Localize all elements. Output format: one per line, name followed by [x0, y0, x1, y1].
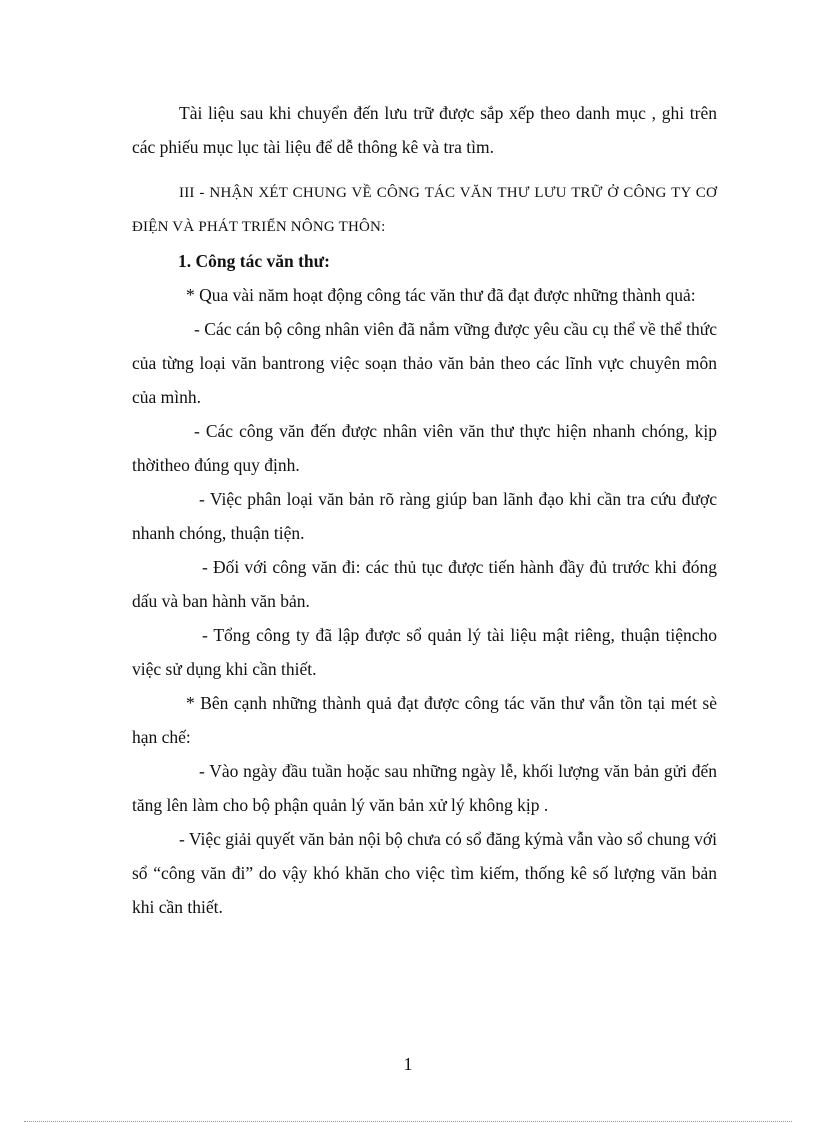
paragraph-staff-mastery: - Các cán bộ công nhân viên đã nắm vững được yêu cầu cụ thể về thể thức của từng loại văn bantrong việc soạn thảo văn bản theo các lĩnh vực chuyên môn của mình. — [132, 319, 717, 407]
paragraph-classification: - Việc phân loại văn bản rõ ràng giúp ban lãnh đạo khi cần tra cứu được nhanh chóng, thuận tiện. — [132, 489, 717, 543]
body-text — [132, 96, 717, 924]
footer-divider — [24, 1121, 792, 1122]
paragraph-internal-docs: - Việc giải quyết văn bản nội bộ chưa có sổ đăng kýmà vẫn vào sổ chung với sổ “công văn đi” do vậy khó khăn cho việc tìm kiếm, thống kê số lượng văn bản khi cần thiết. — [132, 829, 717, 917]
subsection-heading: 1. Công tác văn thư: — [178, 251, 330, 271]
paragraph-limitations-intro: * Bên cạnh những thành quả đạt được công tác văn thư vẫn tồn tại mét sè hạn chế: — [132, 693, 717, 747]
paragraph-archive-catalog: Tài liệu sau khi chuyển đến lưu trữ được sắp xếp theo danh mục , ghi trên các phiếu mục lục tài liệu để dễ thông kê và tra tìm. — [132, 103, 717, 157]
paragraph-incoming-docs: - Các công văn đến được nhân viên văn thư thực hiện nhanh chóng, kịp thờitheo đúng quy định. — [132, 421, 717, 475]
paragraph-achievements-intro: * Qua vài năm hoạt động công tác văn thư đã đạt được những thành quả: — [186, 285, 696, 305]
paragraph-confidential-ledger: - Tổng công ty đã lập được sổ quản lý tài liệu mật riêng, thuận tiệncho việc sử dụng khi cần thiết. — [132, 625, 717, 679]
section-heading: III - NHẬN XÉT CHUNG VỀ CÔNG TÁC VĂN THƯ LƯU TRỮ Ở CÔNG TY CƠ ĐIỆN VÀ PHÁT TRIỂN NÔNG THÔN: — [132, 185, 717, 235]
page-number: 1 — [403, 1054, 413, 1074]
paragraph-outgoing-docs: - Đối với công văn đi: các thủ tục được tiến hành đầy đủ trước khi đóng dấu và ban hành văn bản. — [132, 557, 717, 611]
paragraph-workload: - Vào ngày đầu tuần hoặc sau những ngày lễ, khối lượng văn bản gửi đến tăng lên làm cho bộ phận quản lý văn bản xử lý không kịp . — [132, 761, 717, 815]
